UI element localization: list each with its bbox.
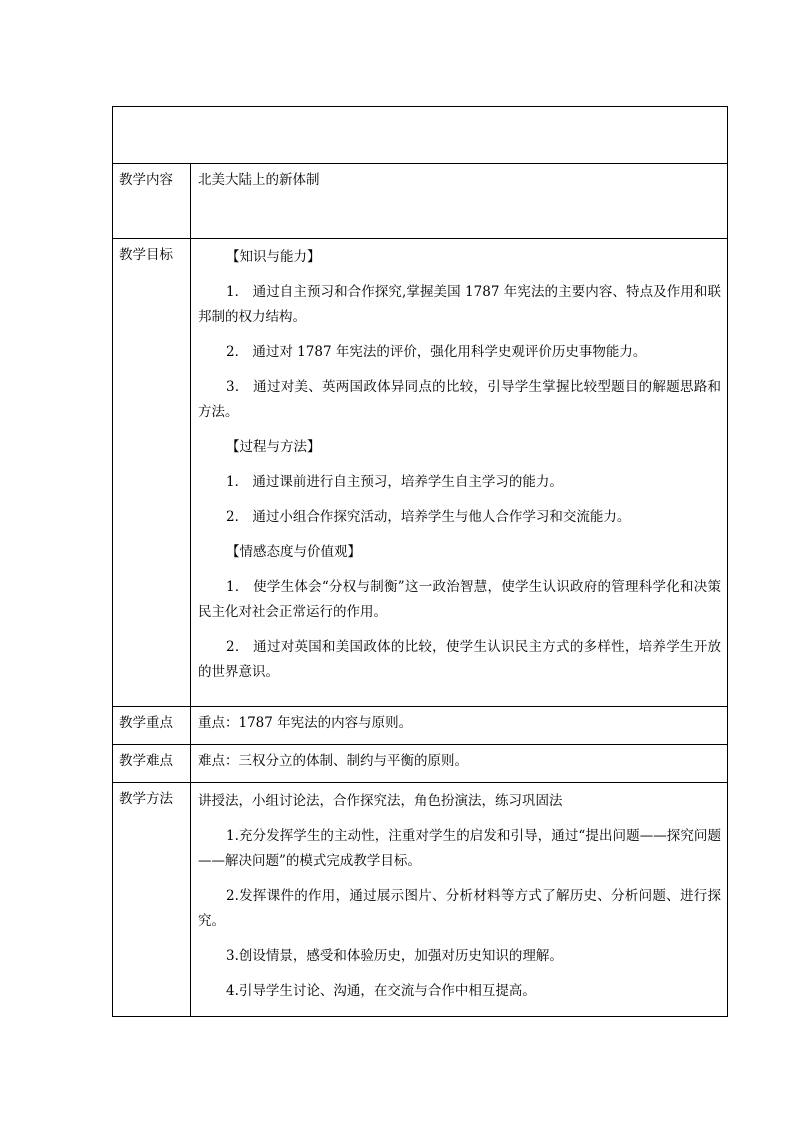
method-item-3: 3.创设情景，感受和体验历史，加强对历史知识的理解。 (226, 948, 563, 964)
value-difficulties (191, 745, 727, 782)
value-key-points (191, 707, 727, 744)
method-item-1: 1.充分发挥学生的主动性，注重对学生的启发和引导，通过“提出问题——探究问题——解决问题”的模式完成教学目标。 (198, 828, 721, 869)
label-key-points: 教学重点 (113, 707, 191, 744)
empty-header-cell (113, 107, 727, 163)
row-teaching-methods (113, 783, 727, 1016)
row-difficulties (113, 745, 727, 783)
methods-intro: 讲授法，小组讨论法，合作探究法，角色扮演法，练习巩固法 (198, 793, 563, 809)
key-points-text: 重点：1787 年宪法的内容与原则。 (198, 715, 413, 731)
label-difficulties: 教学难点 (113, 745, 191, 782)
value-teaching-content (191, 164, 727, 238)
heading-knowledge-ability: 【知识与能力】 (226, 249, 321, 265)
objective-process-1: 1． 通过课前进行自主预习，培养学生自主学习的能力。 (226, 474, 563, 490)
value-teaching-methods (191, 783, 727, 1016)
objective-knowledge-2: 2． 通过对 1787 年宪法的评价，强化用科学史观评价历史事物能力。 (226, 344, 647, 360)
objective-knowledge-1: 1． 通过自主预习和合作探究,掌握美国 1787 年宪法的主要内容、特点及作用和联邦制的权力结构。 (198, 284, 721, 325)
teaching-content-text: 北美大陆上的新体制 (198, 172, 320, 188)
row-teaching-content (113, 164, 727, 239)
label-teaching-content: 教学内容 (113, 164, 191, 238)
objective-knowledge-3: 3． 通过对美、英两国政体异同点的比较，引导学生掌握比较型题目的解题思路和方法。 (198, 379, 721, 420)
heading-process-method: 【过程与方法】 (226, 439, 321, 455)
objective-process-2: 2． 通过小组合作探究活动，培养学生与他人合作学习和交流能力。 (226, 509, 631, 525)
heading-emotion-values: 【情感态度与价值观】 (226, 544, 361, 560)
row-teaching-objectives (113, 239, 727, 707)
table-header-row (113, 107, 727, 164)
objective-emotion-1: 1． 使学生体会“分权与制衡”这一政治智慧，使学生认识政府的管理科学化和决策民主化对社会正常运行的作用。 (198, 579, 721, 620)
row-key-points (113, 707, 727, 745)
value-teaching-objectives (191, 239, 727, 706)
difficulties-text: 难点：三权分立的体制、制约与平衡的原则。 (198, 753, 468, 769)
method-item-2: 2.发挥课件的作用，通过展示图片、分析材料等方式了解历史、分析问题、进行探究。 (198, 888, 721, 929)
label-teaching-objectives: 教学目标 (113, 239, 191, 706)
label-teaching-methods: 教学方法 (113, 783, 191, 1016)
lesson-plan-table (112, 106, 728, 1017)
method-item-4: 4.引导学生讨论、沟通，在交流与合作中相互提高。 (226, 983, 536, 999)
objective-emotion-2: 2． 通过对英国和美国政体的比较，使学生认识民主方式的多样性，培养学生开放的世界意识。 (198, 639, 721, 680)
